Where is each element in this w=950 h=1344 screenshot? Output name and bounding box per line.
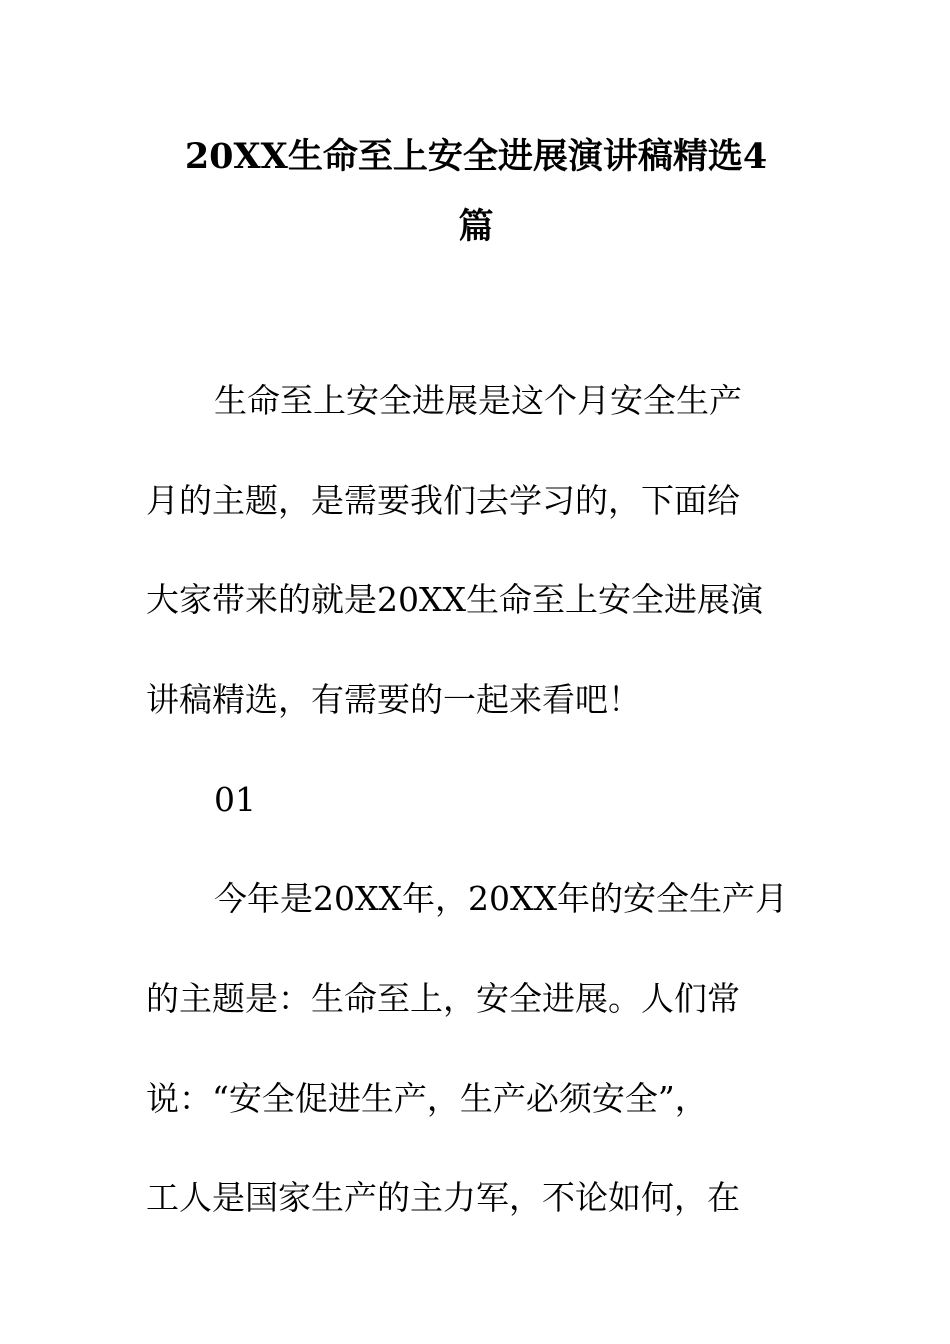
paragraph-1-line-3: 大家带来的就是20XX生命至上安全进展演 [146, 580, 763, 619]
paragraph-2-line-4: 工人是国家生产的主力军，不论如何，在 [146, 1178, 740, 1217]
paragraph-2-line-3: 说：“安全促进生产，生产必须安全”， [146, 1079, 708, 1118]
section-number: 01 [214, 780, 256, 819]
paragraph-2-line-1: 今年是20XX年，20XX年的安全生产月 [214, 879, 788, 918]
paragraph-1-line-1: 生命至上安全进展是这个月安全生产 [214, 381, 742, 420]
document-title-line-2: 篇 [458, 206, 494, 247]
paragraph-2-line-2: 的主题是：生命至上，安全进展。人们常 [146, 979, 740, 1018]
paragraph-1-line-2: 月的主题，是需要我们去学习的，下面给 [146, 481, 740, 520]
document-title-line-1: 20XX生命至上安全进展演讲稿精选4 [184, 136, 768, 177]
paragraph-1-line-4: 讲稿精选，有需要的一起来看吧！ [146, 680, 641, 719]
